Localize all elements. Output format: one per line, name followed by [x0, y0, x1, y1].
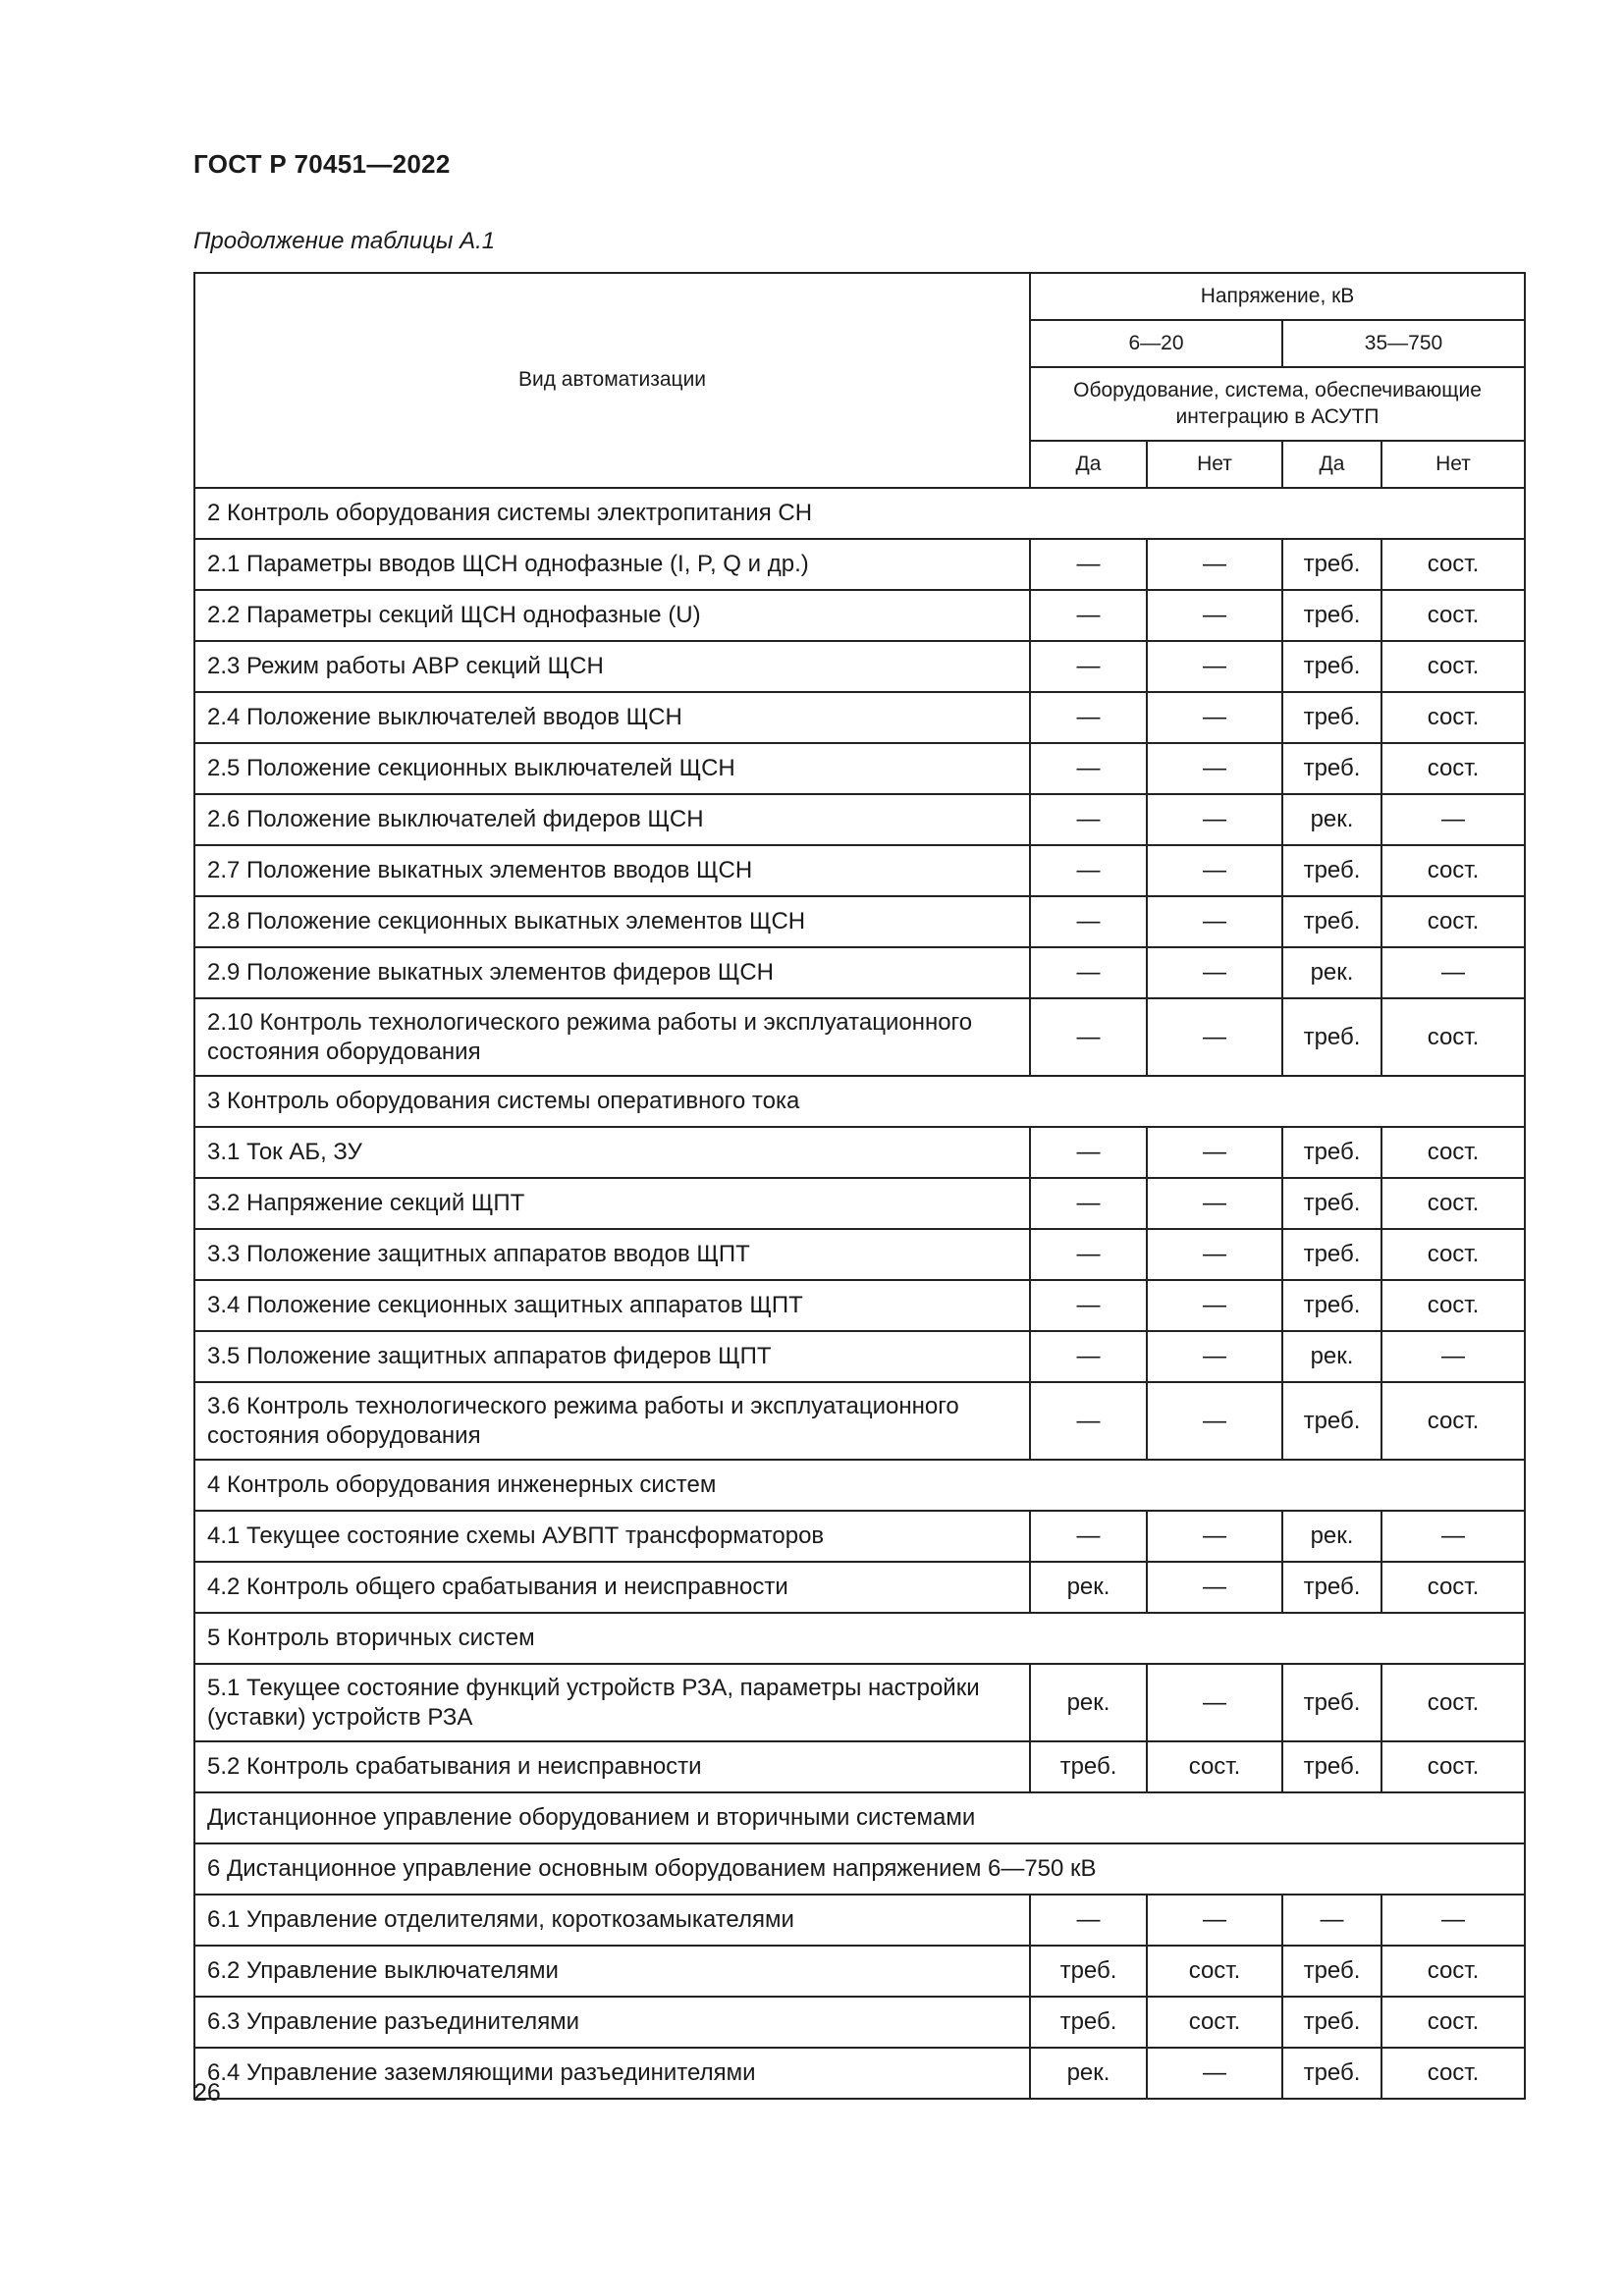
cell-no-high: — — [1381, 1895, 1525, 1946]
cell-yes-low: — — [1030, 692, 1147, 743]
table-row — [194, 1229, 1525, 1280]
cell-no-low: — — [1147, 896, 1282, 947]
cell-no-low: — — [1147, 947, 1282, 998]
table-row — [194, 692, 1525, 743]
cell-no-low: — — [1147, 1229, 1282, 1280]
cell-no-low: — — [1147, 539, 1282, 590]
table-row — [194, 1997, 1525, 2048]
cell-no-high: сост. — [1381, 1946, 1525, 1997]
table-caption: Продолжение таблицы А.1 — [193, 228, 496, 254]
cell-no-low: — — [1147, 641, 1282, 692]
cell-no-high: сост. — [1381, 1382, 1525, 1460]
cell-yes-high: треб. — [1282, 1562, 1381, 1613]
cell-yes-low: — — [1030, 1511, 1147, 1562]
row-label: 6.1 Управление отделителями, короткозамыкателями — [194, 1895, 1030, 1946]
cell-yes-low: — — [1030, 743, 1147, 794]
page-number: 26 — [193, 2079, 221, 2107]
cell-no-high: сост. — [1381, 1127, 1525, 1178]
row-label: 2.5 Положение секционных выключателей ЩСН — [194, 743, 1030, 794]
header-range-high: 35—750 — [1282, 320, 1525, 367]
cell-yes-low: — — [1030, 998, 1147, 1076]
cell-yes-low: — — [1030, 641, 1147, 692]
cell-yes-low: рек. — [1030, 1562, 1147, 1613]
cell-yes-low: — — [1030, 1178, 1147, 1229]
section-title: 6 Дистанционное управление основным оборудованием напряжением 6—750 кВ — [194, 1843, 1525, 1895]
cell-no-low: — — [1147, 1178, 1282, 1229]
row-label: 3.6 Контроль технологического режима работы и эксплуатационного состояния оборудования — [194, 1382, 1030, 1460]
table-row — [194, 1664, 1525, 1741]
row-label: 2.8 Положение секционных выкатных элементов ЩСН — [194, 896, 1030, 947]
table-row — [194, 896, 1525, 947]
row-label: 2.9 Положение выкатных элементов фидеров ЩСН — [194, 947, 1030, 998]
section-row — [194, 1613, 1525, 1664]
cell-no-high: — — [1381, 947, 1525, 998]
section-title: 2 Контроль оборудования системы электропитания СН — [194, 488, 1525, 539]
cell-no-high: сост. — [1381, 1741, 1525, 1792]
cell-yes-low: — — [1030, 896, 1147, 947]
cell-no-high: сост. — [1381, 896, 1525, 947]
cell-no-low: сост. — [1147, 1997, 1282, 2048]
section-title: Дистанционное управление оборудованием и вторичными системами — [194, 1792, 1525, 1843]
cell-yes-low: треб. — [1030, 1741, 1147, 1792]
cell-yes-low: — — [1030, 1331, 1147, 1382]
section-row — [194, 1843, 1525, 1895]
cell-yes-high: треб. — [1282, 1229, 1381, 1280]
cell-yes-high: треб. — [1282, 1382, 1381, 1460]
row-label: 5.1 Текущее состояние функций устройств РЗА, параметры настройки (уставки) устройств РЗА — [194, 1664, 1030, 1741]
header-yes-high: Да — [1282, 441, 1381, 488]
table-row — [194, 2048, 1525, 2099]
cell-no-high: сост. — [1381, 590, 1525, 641]
cell-no-low: — — [1147, 794, 1282, 845]
cell-yes-high: треб. — [1282, 896, 1381, 947]
cell-yes-high: треб. — [1282, 1178, 1381, 1229]
row-label: 2.7 Положение выкатных элементов вводов ЩСН — [194, 845, 1030, 896]
cell-no-high: сост. — [1381, 1280, 1525, 1331]
document-code: ГОСТ Р 70451—2022 — [193, 149, 451, 179]
cell-no-high: сост. — [1381, 1562, 1525, 1613]
cell-yes-low: — — [1030, 1280, 1147, 1331]
table-row — [194, 947, 1525, 998]
section-row — [194, 1792, 1525, 1843]
row-label: 2.4 Положение выключателей вводов ЩСН — [194, 692, 1030, 743]
table-row — [194, 1127, 1525, 1178]
row-label: 2.1 Параметры вводов ЩСН однофазные (I, P, Q и др.) — [194, 539, 1030, 590]
cell-no-high: — — [1381, 794, 1525, 845]
table-row — [194, 1511, 1525, 1562]
cell-no-high: сост. — [1381, 845, 1525, 896]
cell-yes-low: треб. — [1030, 1946, 1147, 1997]
cell-yes-low: — — [1030, 947, 1147, 998]
cell-yes-high: треб. — [1282, 845, 1381, 896]
cell-no-low: — — [1147, 1331, 1282, 1382]
cell-no-high: — — [1381, 1511, 1525, 1562]
cell-no-high: сост. — [1381, 998, 1525, 1076]
cell-no-low: — — [1147, 998, 1282, 1076]
table-row — [194, 998, 1525, 1076]
table-body — [194, 488, 1525, 2099]
header-equipment: Оборудование, система, обеспечивающие интеграцию в АСУТП — [1030, 367, 1525, 441]
cell-yes-low: — — [1030, 539, 1147, 590]
table-row — [194, 1331, 1525, 1382]
cell-yes-high: треб. — [1282, 1280, 1381, 1331]
section-row — [194, 488, 1525, 539]
cell-no-low: — — [1147, 1127, 1282, 1178]
table-row — [194, 1741, 1525, 1792]
table-row — [194, 743, 1525, 794]
row-label: 2.10 Контроль технологического режима работы и эксплуатационного состояния оборудования — [194, 998, 1030, 1076]
cell-no-high: сост. — [1381, 743, 1525, 794]
cell-yes-low: — — [1030, 845, 1147, 896]
cell-no-high: сост. — [1381, 1229, 1525, 1280]
row-label: 3.5 Положение защитных аппаратов фидеров ЩПТ — [194, 1331, 1030, 1382]
cell-yes-high: треб. — [1282, 1127, 1381, 1178]
table-row — [194, 1382, 1525, 1460]
table-row — [194, 1895, 1525, 1946]
table-row — [194, 1946, 1525, 1997]
cell-no-low: — — [1147, 2048, 1282, 2099]
header-voltage: Напряжение, кВ — [1030, 273, 1525, 320]
cell-yes-high: рек. — [1282, 1511, 1381, 1562]
cell-yes-high: треб. — [1282, 1946, 1381, 1997]
header-automation-type: Вид автоматизации — [194, 273, 1030, 488]
cell-yes-low: рек. — [1030, 2048, 1147, 2099]
cell-yes-high: — — [1282, 1895, 1381, 1946]
cell-no-low: — — [1147, 692, 1282, 743]
row-label: 3.3 Положение защитных аппаратов вводов ЩПТ — [194, 1229, 1030, 1280]
table-row — [194, 539, 1525, 590]
section-row — [194, 1076, 1525, 1127]
cell-yes-high: треб. — [1282, 1997, 1381, 2048]
section-title: 3 Контроль оборудования системы оперативного тока — [194, 1076, 1525, 1127]
row-label: 2.3 Режим работы АВР секций ЩСН — [194, 641, 1030, 692]
requirements-table — [193, 272, 1526, 2100]
cell-no-high: сост. — [1381, 1997, 1525, 2048]
cell-yes-high: треб. — [1282, 692, 1381, 743]
row-label: 5.2 Контроль срабатывания и неисправности — [194, 1741, 1030, 1792]
cell-yes-high: рек. — [1282, 947, 1381, 998]
cell-no-low: — — [1147, 1664, 1282, 1741]
cell-no-low: — — [1147, 1382, 1282, 1460]
section-title: 5 Контроль вторичных систем — [194, 1613, 1525, 1664]
header-no-low: Нет — [1147, 441, 1282, 488]
cell-yes-high: треб. — [1282, 1664, 1381, 1741]
table-row — [194, 590, 1525, 641]
cell-yes-low: — — [1030, 1229, 1147, 1280]
cell-yes-high: треб. — [1282, 998, 1381, 1076]
cell-no-low: сост. — [1147, 1741, 1282, 1792]
header-no-high: Нет — [1381, 441, 1525, 488]
row-label: 3.4 Положение секционных защитных аппаратов ЩПТ — [194, 1280, 1030, 1331]
cell-no-low: — — [1147, 1511, 1282, 1562]
table-row — [194, 845, 1525, 896]
table-row — [194, 1178, 1525, 1229]
row-label: 6.3 Управление разъединителями — [194, 1997, 1030, 2048]
cell-yes-high: треб. — [1282, 743, 1381, 794]
row-label: 2.2 Параметры секций ЩСН однофазные (U) — [194, 590, 1030, 641]
cell-no-high: сост. — [1381, 692, 1525, 743]
cell-yes-low: рек. — [1030, 1664, 1147, 1741]
header-yes-low: Да — [1030, 441, 1147, 488]
row-label: 3.1 Ток АБ, ЗУ — [194, 1127, 1030, 1178]
table-row — [194, 794, 1525, 845]
cell-yes-low: — — [1030, 1895, 1147, 1946]
row-label: 4.1 Текущее состояние схемы АУВПТ трансформаторов — [194, 1511, 1030, 1562]
row-label: 6.4 Управление заземляющими разъединителями — [194, 2048, 1030, 2099]
row-label: 4.2 Контроль общего срабатывания и неисправности — [194, 1562, 1030, 1613]
row-label: 2.6 Положение выключателей фидеров ЩСН — [194, 794, 1030, 845]
section-title: 4 Контроль оборудования инженерных систем — [194, 1460, 1525, 1511]
cell-yes-low: треб. — [1030, 1997, 1147, 2048]
cell-no-low: — — [1147, 1562, 1282, 1613]
cell-yes-high: треб. — [1282, 1741, 1381, 1792]
cell-no-low: сост. — [1147, 1946, 1282, 1997]
cell-yes-low: — — [1030, 1127, 1147, 1178]
cell-yes-high: рек. — [1282, 1331, 1381, 1382]
cell-yes-low: — — [1030, 1382, 1147, 1460]
cell-no-low: — — [1147, 1895, 1282, 1946]
cell-yes-high: рек. — [1282, 794, 1381, 845]
cell-no-high: сост. — [1381, 539, 1525, 590]
cell-yes-high: треб. — [1282, 641, 1381, 692]
cell-no-low: — — [1147, 1280, 1282, 1331]
cell-yes-high: треб. — [1282, 590, 1381, 641]
table-row — [194, 1280, 1525, 1331]
cell-no-high: сост. — [1381, 1178, 1525, 1229]
cell-no-high: сост. — [1381, 1664, 1525, 1741]
cell-no-low: — — [1147, 590, 1282, 641]
section-row — [194, 1460, 1525, 1511]
row-label: 6.2 Управление выключателями — [194, 1946, 1030, 1997]
table-row — [194, 1562, 1525, 1613]
row-label: 3.2 Напряжение секций ЩПТ — [194, 1178, 1030, 1229]
cell-no-high: сост. — [1381, 2048, 1525, 2099]
header-range-low: 6—20 — [1030, 320, 1282, 367]
cell-yes-high: треб. — [1282, 2048, 1381, 2099]
cell-no-low: — — [1147, 845, 1282, 896]
cell-no-low: — — [1147, 743, 1282, 794]
cell-yes-low: — — [1030, 590, 1147, 641]
cell-yes-high: треб. — [1282, 539, 1381, 590]
cell-yes-low: — — [1030, 794, 1147, 845]
table-row — [194, 641, 1525, 692]
cell-no-high: сост. — [1381, 641, 1525, 692]
cell-no-high: — — [1381, 1331, 1525, 1382]
